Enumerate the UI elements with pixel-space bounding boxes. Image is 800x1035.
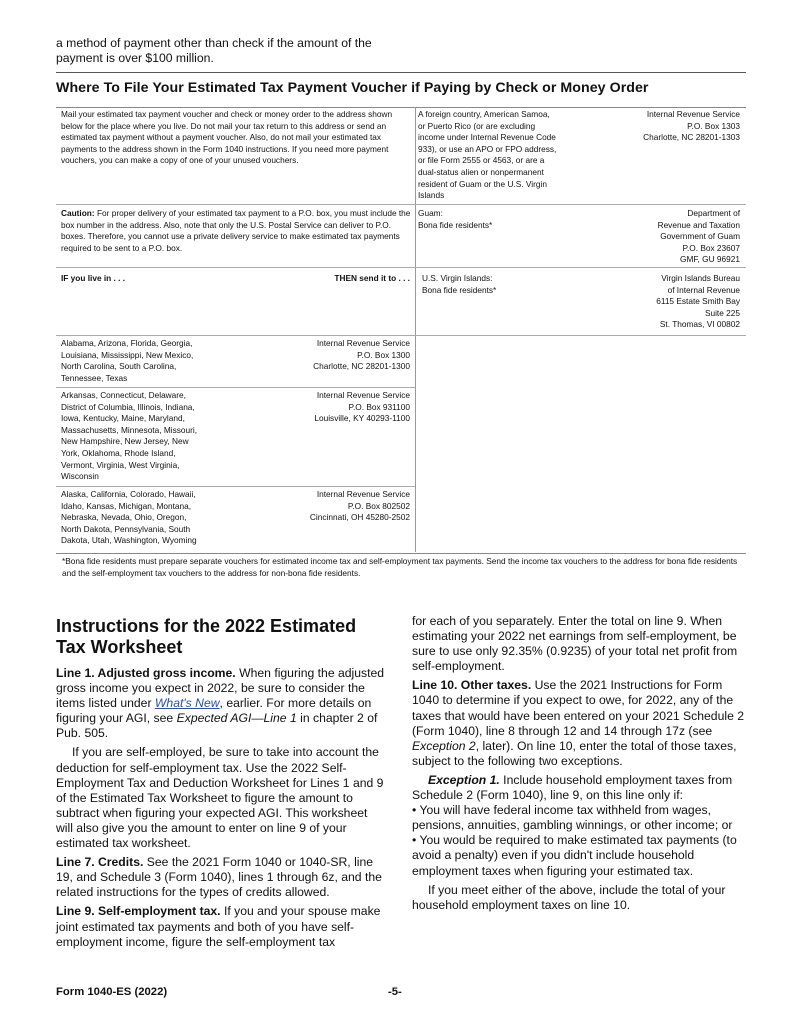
- line7-paragraph: [56, 855, 386, 900]
- bullet-text: You will have federal income tax withheld from wages, pensions, annuities, gambling winnings, or other income; or: [412, 803, 733, 833]
- address-line: GMF, GU 96921: [680, 254, 740, 265]
- states-list: [61, 338, 261, 384]
- address-line: P.O. Box 802502: [347, 500, 410, 511]
- place-line: resident of Guam or the U.S. Virgin: [418, 178, 547, 189]
- address-line: 6115 Estate Smith Bay: [656, 296, 740, 307]
- place-line: Bona fide residents*: [422, 284, 497, 295]
- bullet-text: You would be required to make estimated tax payments (to avoid a penalty) even if you didn't include household employment taxes when figuring your estimated tax.: [412, 833, 737, 878]
- row-divider: [56, 335, 415, 336]
- self-employed-paragraph: If you are self-employed, be sure to take into account the deduction for self-employment tax. Use the 2022 Self-Employment Tax and Deduction Worksheet for Lines 1 and 9 of the Estimated Tax Worksheet to figure the amount to subtract when figuring your expected AGI. This worksheet will also give you the amount to enter on line 9 of your estimated tax worksheet.: [56, 745, 384, 851]
- line7-text: See the 2021 Form 1040 or 1040-SR, line 19, and Schedule 3 (Form 1040), lines 1 through 6z, and the related instructions for the types of credits allowed.: [56, 855, 382, 900]
- address-line: Revenue and Taxation: [657, 219, 740, 230]
- address-line: of Internal Revenue: [667, 284, 740, 295]
- states-list: [61, 489, 261, 547]
- virgin-islands-address: [590, 273, 740, 331]
- foreign-place: [418, 109, 588, 202]
- line1-text: When figuring the adjusted gross income you expect in 2022, be sure to consider the items listed under: [56, 666, 385, 711]
- caution-text: For proper delivery of your estimated tax payment to a P.O. box, you must include the box number in the address. Also, note that only the U.S. Postal Service can deliver to P.O. boxes. Therefore, you cannot use a private delivery service to make estimated tax payments required to be sent to a P.O. box.: [61, 208, 411, 253]
- whats-new-link[interactable]: What's New: [154, 696, 220, 711]
- address-line: Internal Revenue Service: [316, 390, 410, 400]
- exception1-paragraph: [412, 773, 746, 803]
- line10-paragraph: [412, 678, 746, 769]
- exception2-ref: Exception 2: [412, 738, 476, 753]
- address-line: P.O. Box 23607: [682, 242, 740, 253]
- line10-heading: Line 10. Other taxes.: [412, 678, 532, 693]
- place-line: or file Form 2555 or 4563, or are a: [418, 155, 545, 166]
- address-line: Government of Guam: [660, 231, 740, 242]
- state-line: North Carolina, South Carolina,: [61, 361, 177, 372]
- exception1-text: Include household employment taxes from Schedule 2 (Form 1040), line 9, on this line only if:: [412, 772, 733, 803]
- line10-text: Use the 2021 Instructions for Form 1040 to determine if you expect to owe, for 2022, any of the taxes that would have been entered on your 2021 Schedule 2 (Form 1040), line 8 through 12 and 14 through 17z (see: [412, 678, 745, 738]
- then-header: THEN send it to . . .: [334, 273, 410, 283]
- line9-text: If you and your spouse make joint estimated tax payments and both of you have self-employment income, figure the self-employment tax: [56, 904, 381, 949]
- if-header: IF you live in . . .: [61, 273, 126, 283]
- state-line: North Dakota, Pennsylvania, South: [61, 523, 191, 534]
- place-line: 933), or use an APO or FPO address,: [418, 143, 557, 154]
- column-divider: [415, 107, 416, 552]
- state-line: Louisiana, Mississippi, New Mexico,: [61, 349, 194, 360]
- address-line: St. Thomas, VI 00802: [659, 319, 740, 330]
- state-line: Nebraska, Nevada, Ohio, Oregon,: [61, 512, 187, 523]
- row-divider: [56, 267, 746, 268]
- bullet-item: [412, 803, 746, 833]
- line1-paragraph: [56, 666, 386, 741]
- irs-address: [250, 338, 410, 373]
- line1-text: in chapter 2 of Pub. 505.: [56, 711, 378, 741]
- line9-heading: Line 9. Self-employment tax.: [56, 904, 221, 919]
- exception1-heading: Exception 1.: [428, 772, 500, 787]
- address-line: Charlotte, NC 28201-1303: [643, 132, 740, 143]
- state-line: Arkansas, Connecticut, Delaware,: [61, 390, 186, 400]
- irs-address: [250, 489, 410, 524]
- line7-heading: Line 7. Credits.: [56, 855, 144, 870]
- state-line: District of Columbia, Illinois, Indiana,: [61, 401, 195, 412]
- line9-continued: for each of you separately. Enter the total on line 9. When estimating your 2022 net earnings from self-employment, be sure to use only 92.35% (0.9235) of your total net profit from self-employment.: [412, 614, 738, 674]
- address-line: Cincinnati, OH 45280-2502: [309, 512, 410, 523]
- foreign-address: [590, 109, 740, 144]
- place-line: Guam:: [418, 208, 443, 218]
- row-divider: [415, 335, 746, 336]
- state-line: Tennessee, Texas: [61, 372, 128, 383]
- bullet-item: [412, 833, 746, 878]
- instructions-right-column: [412, 614, 746, 917]
- row-divider: [56, 486, 415, 487]
- guam-address: [590, 208, 740, 266]
- address-line: Internal Revenue Service: [316, 338, 410, 348]
- page-number: -5-: [388, 986, 402, 998]
- row-divider: [415, 204, 746, 205]
- expected-agi-ref: Expected AGI—Line 1: [176, 711, 297, 726]
- state-line: Idaho, Kansas, Michigan, Montana,: [61, 500, 192, 511]
- place-line: U.S. Virgin Islands:: [422, 273, 493, 283]
- place-line: dual-status alien or nonpermanent: [418, 166, 544, 177]
- intro-text: a method of payment other than check if the amount of the payment is over $100 million.: [56, 36, 372, 65]
- state-line: York, Oklahoma, Rhode Island,: [61, 447, 176, 458]
- form-footer: Form 1040-ES (2022): [56, 986, 168, 998]
- instructions-left-column: [56, 616, 386, 954]
- state-line: Massachusetts, Minnesota, Missouri,: [61, 424, 198, 435]
- divider: [56, 72, 746, 73]
- bullet-icon: •: [412, 833, 420, 848]
- mail-instructions: Mail your estimated tax payment voucher and check or money order to the address shown below for the place where you live. Do not mail your tax return to this address or send an estimated tax payment without a payment voucher. Also, do not mail your estimated tax payments to the address shown in the Form 1040 instructions. If you need more payment vouchers, you can make a copy of one of your unused vouchers.: [61, 109, 393, 166]
- states-list: [61, 390, 261, 483]
- address-line: Charlotte, NC 28201-1300: [313, 361, 410, 372]
- state-line: Vermont, Virginia, West Virginia,: [61, 459, 180, 470]
- irs-address: [250, 390, 410, 425]
- state-line: Iowa, Kentucky, Maine, Maryland,: [61, 413, 185, 424]
- place-line: income under Internal Revenue Code: [418, 132, 556, 143]
- section-title: Where To File Your Estimated Tax Payment Voucher if Paying by Check or Money Order: [56, 80, 649, 96]
- address-line: Virgin Islands Bureau: [661, 273, 740, 283]
- state-line: Wisconsin: [61, 471, 99, 482]
- place-line: or Puerto Rico (or are excluding: [418, 120, 536, 131]
- line10-text: , later). On line 10, enter the total of those taxes, subject to the following two exceptions.: [412, 738, 737, 768]
- address-line: Internal Revenue Service: [316, 489, 410, 499]
- row-divider: [56, 204, 415, 205]
- address-line: Internal Revenue Service: [646, 109, 740, 119]
- row-divider: [56, 387, 415, 388]
- address-line: Louisville, KY 40293-1100: [314, 413, 410, 424]
- guam-place: [418, 208, 588, 231]
- state-line: Alabama, Arizona, Florida, Georgia,: [61, 338, 193, 348]
- place-line: A foreign country, American Samoa,: [418, 109, 550, 119]
- address-line: P.O. Box 1300: [357, 349, 410, 360]
- address-line: Department of: [687, 208, 740, 218]
- caution-note: [61, 208, 411, 254]
- address-line: P.O. Box 931100: [348, 401, 410, 412]
- line1-heading: Line 1. Adjusted gross income.: [56, 666, 236, 680]
- state-line: Dakota, Utah, Washington, Wyoming: [61, 535, 197, 546]
- footnote: *Bona fide residents must prepare separate vouchers for estimated income tax and self-employment tax payments. Send the income tax vouchers to the address for bona fide residents and the self-employment tax vouchers to the address for non-bona fide residents.: [62, 556, 738, 578]
- state-line: New Hampshire, New Jersey, New: [61, 436, 189, 447]
- address-line: P.O. Box 1303: [687, 120, 740, 131]
- virgin-islands-place: [422, 273, 592, 296]
- caution-label: Caution:: [61, 208, 95, 218]
- place-line: Bona fide residents*: [418, 219, 493, 230]
- bullet-icon: •: [412, 803, 420, 818]
- state-line: Alaska, California, Colorado, Hawaii,: [61, 489, 196, 499]
- place-line: Islands: [418, 190, 445, 201]
- address-line: Suite 225: [704, 307, 740, 318]
- closing-paragraph: If you meet either of the above, include the total of your household employment taxes on line 10.: [412, 882, 726, 912]
- line9-paragraph: [56, 904, 386, 949]
- line1-text: , earlier. For more details on figuring your AGI, see: [56, 696, 372, 726]
- instructions-title: Instructions for the 2022 Estimated Tax Worksheet: [56, 616, 357, 657]
